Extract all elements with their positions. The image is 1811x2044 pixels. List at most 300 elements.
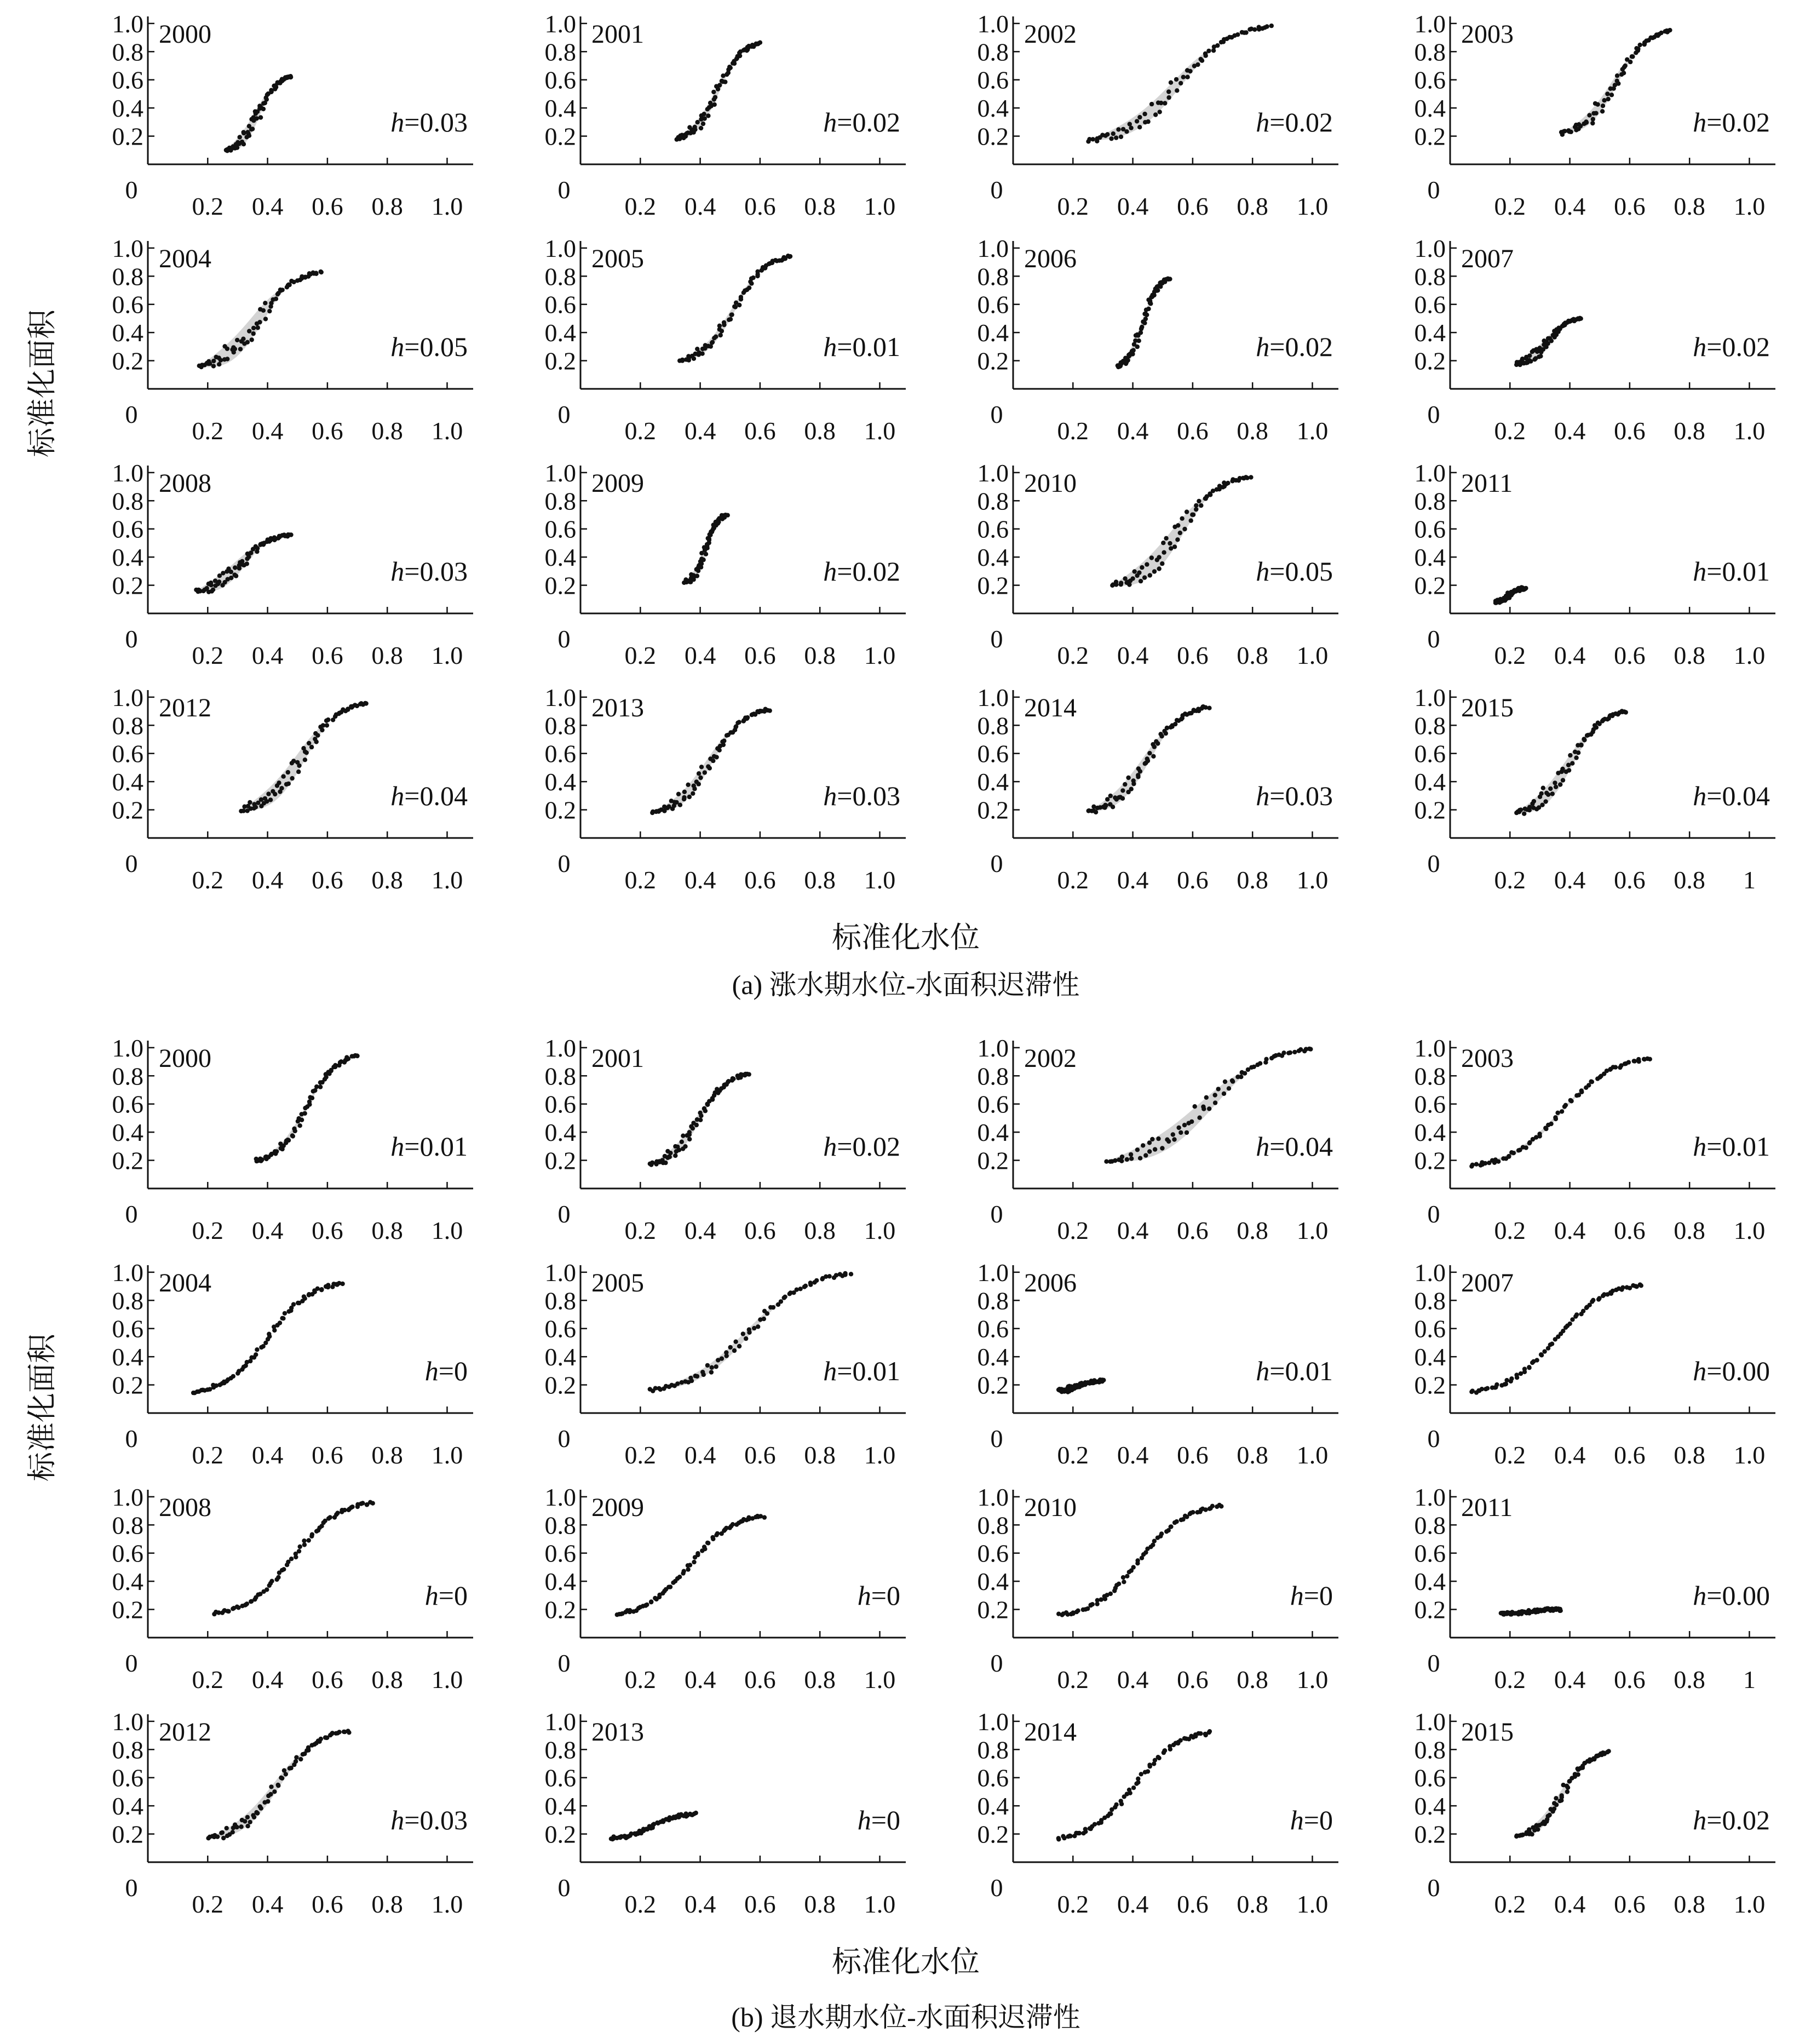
data-point	[1514, 1373, 1519, 1377]
data-point	[1135, 345, 1140, 349]
year-label: 2014	[1024, 693, 1077, 722]
data-point	[1067, 1834, 1072, 1838]
x-tick-label: 0.2	[624, 1666, 657, 1693]
data-point	[1152, 1539, 1157, 1543]
data-point	[1108, 1592, 1113, 1596]
h-symbol: h	[1256, 331, 1270, 362]
data-point	[1166, 89, 1171, 94]
data-point	[1152, 569, 1157, 573]
data-point	[762, 1515, 767, 1519]
data-point	[254, 1352, 258, 1357]
hysteresis-label	[1256, 1356, 1333, 1386]
y-tick-label: 0.6	[544, 66, 576, 94]
x-tick-label: 0.4	[251, 1890, 284, 1918]
x-tick-label: 0.6	[1177, 1890, 1209, 1918]
data-point	[302, 1542, 307, 1547]
subplot-b-2006	[978, 1259, 1339, 1469]
data-point	[1222, 1092, 1226, 1096]
data-point	[1584, 120, 1589, 124]
year-label: 2000	[159, 20, 211, 49]
hysteresis-label	[1693, 1805, 1770, 1835]
data-point	[1203, 1507, 1208, 1512]
data-point	[314, 739, 319, 744]
subplot-a-2010	[978, 459, 1339, 669]
x-tick-label: 0.6	[744, 417, 776, 445]
y-tick-label: 0.6	[977, 739, 1009, 768]
data-point	[714, 1364, 718, 1369]
year-label: 2010	[1024, 469, 1077, 498]
data-point	[298, 1757, 303, 1761]
year-label: 2009	[591, 1493, 644, 1522]
data-point	[297, 763, 301, 768]
data-point	[1243, 1071, 1247, 1076]
x-tick-label: 0.6	[1177, 866, 1209, 894]
h-symbol: h	[857, 1805, 871, 1835]
x-tick-label: 0.2	[1057, 1441, 1089, 1469]
data-point	[712, 102, 717, 107]
data-point	[1164, 536, 1168, 541]
x-tick-label: 0.6	[744, 641, 776, 669]
origin-label: 0	[1427, 176, 1440, 204]
data-point	[1534, 1358, 1539, 1362]
data-point	[1155, 741, 1160, 745]
x-tick-label: 0.4	[251, 417, 284, 445]
h-symbol: h	[390, 331, 405, 362]
data-point	[211, 364, 216, 368]
x-tick-label: 0.6	[312, 866, 343, 894]
data-point	[1546, 793, 1550, 797]
data-point	[710, 1365, 714, 1370]
year-label: 2014	[1024, 1718, 1077, 1747]
y-tick-label: 0.4	[1414, 543, 1446, 572]
y-tick-label: 0.8	[544, 711, 576, 740]
y-tick-label: 0.2	[977, 122, 1009, 151]
data-point	[1632, 1059, 1637, 1063]
x-tick-label: 0.4	[684, 1441, 716, 1469]
h-value: =0	[438, 1580, 468, 1611]
data-point	[1139, 326, 1143, 331]
data-point	[217, 362, 221, 366]
x-tick-label: 0.4	[1117, 641, 1149, 669]
data-point	[340, 1282, 344, 1286]
data-point	[1509, 1376, 1514, 1381]
h-value: =0.02	[1706, 331, 1770, 362]
y-tick-label: 1.0	[544, 234, 576, 262]
data-point	[1576, 1772, 1580, 1777]
x-tick-label: 0.2	[192, 192, 224, 220]
hysteresis-label	[823, 556, 900, 587]
data-point	[1546, 1814, 1550, 1818]
data-point	[245, 340, 250, 345]
data-point	[718, 333, 723, 337]
y-tick-label: 0.4	[1414, 1568, 1446, 1596]
origin-label: 0	[1427, 1200, 1440, 1228]
hysteresis-band	[652, 710, 769, 813]
hysteresis-label	[823, 331, 900, 362]
x-tick-label: 0.4	[251, 866, 284, 894]
data-point	[653, 1596, 657, 1600]
data-point	[706, 113, 710, 118]
data-point	[1093, 1822, 1097, 1827]
data-point	[302, 1538, 306, 1543]
x-tick-label: 0.2	[1494, 641, 1526, 669]
x-tick-label: 0.8	[371, 417, 403, 445]
data-point	[1579, 743, 1583, 747]
y-tick-label: 0.8	[544, 1062, 576, 1090]
data-point	[1176, 523, 1180, 527]
data-point	[747, 1330, 751, 1335]
data-point	[1142, 112, 1147, 116]
x-tick-label: 1.0	[864, 1441, 896, 1469]
x-tick-label: 0.4	[251, 1441, 284, 1469]
x-tick-label: 1.0	[864, 1890, 896, 1918]
h-symbol: h	[1693, 780, 1707, 811]
data-point	[225, 357, 229, 361]
data-point	[1163, 101, 1167, 105]
data-point	[795, 1288, 799, 1292]
data-point	[268, 304, 273, 308]
x-tick-label: 0.8	[371, 1666, 403, 1693]
data-point	[722, 739, 726, 743]
data-point	[255, 1811, 260, 1815]
data-point	[1636, 1057, 1641, 1061]
data-point	[1210, 1504, 1215, 1508]
y-tick-label: 0.4	[977, 319, 1009, 347]
h-symbol: h	[823, 331, 837, 362]
data-point	[1201, 1107, 1206, 1111]
x-tick-label: 0.8	[804, 641, 836, 669]
data-point	[1308, 1047, 1313, 1051]
y-tick-label: 0.8	[1414, 1511, 1446, 1540]
data-point	[698, 1118, 703, 1122]
hysteresis-label	[823, 107, 900, 137]
data-point	[1504, 1378, 1509, 1382]
data-point	[697, 782, 701, 786]
x-tick-label: 0.8	[1237, 1890, 1268, 1918]
data-point	[1590, 121, 1595, 125]
data-point	[298, 1123, 302, 1128]
data-point	[1114, 582, 1118, 587]
data-point	[1185, 75, 1189, 79]
data-point	[692, 357, 696, 361]
x-tick-label: 0.6	[744, 1216, 776, 1244]
hysteresis-label	[1256, 556, 1333, 587]
x-tick-label: 0.6	[1177, 1441, 1209, 1469]
data-point	[1116, 127, 1120, 131]
y-tick-label: 1.0	[1414, 1707, 1446, 1736]
y-tick-label: 0.4	[544, 1792, 576, 1821]
data-point	[694, 1811, 698, 1815]
origin-label: 0	[557, 1200, 571, 1228]
y-tick-label: 0.6	[112, 1764, 143, 1792]
data-point	[677, 1575, 682, 1579]
data-point	[668, 1151, 672, 1155]
data-point	[708, 766, 712, 770]
h-symbol: h	[1256, 1356, 1270, 1386]
x-axis-title: 标准化水位	[832, 921, 980, 954]
data-point	[1565, 1784, 1569, 1788]
x-tick-label: 0.8	[1674, 1441, 1705, 1469]
data-point	[1591, 117, 1595, 121]
data-point	[1578, 317, 1583, 321]
data-point	[1544, 1127, 1548, 1131]
data-point	[245, 130, 250, 134]
data-point	[803, 1284, 808, 1288]
data-point	[1188, 69, 1192, 73]
data-point	[237, 566, 242, 570]
data-point	[328, 1515, 332, 1519]
data-point	[243, 1819, 247, 1823]
y-tick-label: 0.2	[1414, 1820, 1446, 1848]
data-point	[739, 295, 743, 299]
data-point	[1565, 1789, 1569, 1794]
data-point	[257, 320, 262, 324]
subplot-a-2001	[545, 10, 906, 220]
x-tick-label: 0.4	[1117, 417, 1149, 445]
origin-label: 0	[557, 1874, 571, 1902]
y-tick-label: 0.4	[977, 1568, 1009, 1596]
data-point	[320, 728, 324, 732]
x-tick-label: 1.0	[864, 192, 896, 220]
y-tick-label: 0.2	[112, 1595, 143, 1624]
data-point	[1147, 1762, 1152, 1767]
data-point	[216, 582, 220, 586]
data-point	[729, 312, 734, 317]
h-symbol: h	[823, 556, 837, 587]
hysteresis-label	[1693, 107, 1770, 137]
data-point	[1605, 91, 1609, 96]
data-point	[744, 1336, 748, 1341]
data-point	[254, 805, 258, 809]
data-point	[1548, 786, 1553, 791]
x-tick-label: 0.2	[192, 1441, 224, 1469]
year-label: 2006	[1024, 1268, 1077, 1297]
h-value: =0.02	[1706, 1805, 1770, 1835]
data-point	[1540, 803, 1544, 807]
x-tick-label: 0.2	[192, 641, 224, 669]
data-point	[1216, 1087, 1221, 1091]
data-point	[220, 1830, 225, 1835]
hysteresis-label	[390, 1131, 468, 1162]
data-point	[1136, 1777, 1140, 1781]
origin-label: 0	[125, 176, 138, 204]
subplot-b-2011	[1415, 1483, 1776, 1693]
x-tick-label: 0.8	[1674, 866, 1705, 894]
data-point	[726, 513, 730, 518]
data-point	[843, 1271, 847, 1276]
data-point	[1111, 805, 1115, 809]
data-point	[747, 285, 751, 290]
data-point	[310, 1532, 314, 1537]
data-point	[720, 1356, 724, 1360]
y-tick-label: 0.6	[977, 290, 1009, 319]
data-point	[245, 1815, 250, 1819]
subplot-a-2011	[1415, 459, 1776, 669]
data-point	[335, 1511, 340, 1515]
data-point	[1668, 28, 1672, 32]
x-tick-label: 0.6	[1614, 1441, 1646, 1469]
x-tick-label: 0.2	[1494, 192, 1526, 220]
data-point	[1137, 338, 1141, 343]
data-point	[1163, 1748, 1167, 1753]
y-tick-label: 0.2	[112, 1146, 143, 1175]
y-tick-label: 0.8	[1414, 1062, 1446, 1090]
y-tick-label: 0.8	[977, 38, 1009, 66]
x-tick-label: 1.0	[864, 641, 896, 669]
data-point	[1227, 1086, 1231, 1090]
data-point	[1483, 1161, 1487, 1165]
data-point	[1560, 1795, 1564, 1799]
y-tick-label: 0.2	[977, 796, 1009, 824]
hysteresis-label	[1693, 1580, 1770, 1611]
x-tick-label: 0.2	[624, 192, 657, 220]
data-point	[278, 1320, 282, 1325]
subplot-a-2004	[112, 234, 474, 445]
data-point	[319, 1737, 323, 1741]
h-value: =0.01	[1706, 1131, 1770, 1162]
x-tick-label: 0.2	[192, 1890, 224, 1918]
data-point	[1178, 531, 1182, 535]
data-point	[1169, 1524, 1173, 1529]
data-point	[1142, 321, 1147, 325]
data-point	[1126, 358, 1130, 363]
data-point	[703, 770, 707, 774]
y-tick-label: 0.6	[977, 1539, 1009, 1568]
origin-label: 0	[125, 1874, 138, 1902]
data-point	[771, 1305, 775, 1310]
data-point	[1606, 1749, 1611, 1753]
y-tick-label: 0.2	[1414, 571, 1446, 600]
data-point	[1553, 780, 1557, 785]
data-point	[255, 546, 260, 550]
data-point	[277, 780, 281, 785]
y-tick-label: 1.0	[112, 1034, 143, 1062]
year-label: 2015	[1461, 693, 1514, 722]
x-tick-label: 0.4	[1117, 1216, 1149, 1244]
x-tick-label: 0.4	[251, 1666, 284, 1693]
data-point	[1522, 1367, 1527, 1371]
data-point	[1135, 119, 1139, 123]
y-tick-label: 1.0	[1414, 9, 1446, 38]
data-point	[1185, 1130, 1189, 1135]
h-symbol: h	[1693, 331, 1707, 362]
x-tick-label: 1.0	[431, 192, 463, 220]
data-point	[314, 272, 318, 276]
x-tick-label: 1.0	[431, 866, 463, 894]
origin-label: 0	[125, 400, 138, 428]
x-tick-label: 0.8	[371, 1441, 403, 1469]
data-point	[276, 1783, 280, 1787]
x-tick-label: 0.8	[804, 866, 836, 894]
data-point	[1114, 135, 1118, 140]
data-point	[697, 771, 701, 776]
data-point	[1161, 541, 1165, 545]
data-point	[1131, 1565, 1136, 1569]
data-point	[699, 1113, 703, 1118]
x-tick-label: 0.8	[804, 417, 836, 445]
data-point	[1527, 353, 1532, 358]
data-point	[1148, 573, 1152, 577]
data-point	[1470, 1388, 1475, 1393]
data-point	[1550, 1342, 1554, 1346]
data-point	[1120, 1155, 1124, 1159]
origin-label: 0	[1427, 1425, 1440, 1452]
data-point	[293, 1129, 297, 1133]
data-point	[1162, 550, 1166, 555]
x-tick-label: 0.2	[624, 417, 657, 445]
y-tick-label: 0.2	[977, 1820, 1009, 1848]
y-tick-label: 0.2	[977, 1595, 1009, 1624]
data-point	[1174, 1519, 1178, 1524]
data-point	[1207, 706, 1211, 710]
data-point	[711, 759, 715, 763]
y-tick-label: 1.0	[977, 234, 1009, 262]
y-tick-label: 0.4	[112, 543, 143, 572]
origin-label: 0	[557, 1649, 571, 1677]
data-point	[1609, 93, 1614, 97]
origin-label: 0	[125, 1200, 138, 1228]
data-point	[728, 1345, 733, 1350]
hysteresis-label	[1256, 331, 1333, 362]
data-point	[286, 770, 290, 774]
data-point	[1094, 810, 1098, 814]
data-point	[1166, 95, 1171, 100]
hysteresis-label	[1290, 1580, 1333, 1611]
y-tick-label: 0.8	[544, 38, 576, 66]
data-point	[755, 269, 760, 274]
data-point	[1146, 759, 1150, 763]
data-point	[319, 269, 323, 274]
x-tick-label: 0.8	[1237, 192, 1268, 220]
subplot-a-2008	[112, 459, 474, 669]
data-point	[1567, 768, 1571, 772]
subplot-b-2009	[545, 1483, 906, 1693]
x-tick-label: 1.0	[431, 1666, 463, 1693]
data-point	[1574, 1312, 1579, 1317]
data-point	[732, 1348, 737, 1353]
hysteresis-label	[390, 331, 468, 362]
y-tick-label: 0.4	[544, 543, 576, 572]
subplot-b-2001	[545, 1034, 906, 1244]
data-point	[1636, 47, 1640, 51]
data-point	[1554, 1796, 1558, 1800]
data-point	[673, 1153, 677, 1158]
x-tick-label: 1.0	[431, 1890, 463, 1918]
origin-label: 0	[125, 1649, 138, 1677]
subplot-b-2004	[112, 1259, 474, 1469]
data-point	[233, 565, 237, 570]
data-point	[694, 1123, 699, 1127]
data-point	[1550, 791, 1555, 796]
data-point	[1149, 102, 1154, 106]
year-label: 2005	[591, 1268, 644, 1297]
x-tick-label: 0.4	[684, 192, 716, 220]
x-tick-label: 0.8	[1237, 1216, 1268, 1244]
origin-label: 0	[1427, 1649, 1440, 1677]
panel-b	[26, 1034, 1775, 2032]
y-tick-label: 0.8	[977, 262, 1009, 291]
data-point	[692, 786, 697, 791]
x-tick-label: 0.6	[1614, 866, 1646, 894]
data-point	[1244, 475, 1248, 479]
y-tick-label: 0.6	[1414, 1539, 1446, 1568]
data-point	[255, 1347, 259, 1352]
data-point	[294, 1759, 298, 1764]
data-point	[1143, 317, 1148, 321]
y-tick-label: 0.2	[977, 571, 1009, 600]
h-symbol: h	[390, 1131, 405, 1162]
x-tick-label: 0.8	[371, 1890, 403, 1918]
